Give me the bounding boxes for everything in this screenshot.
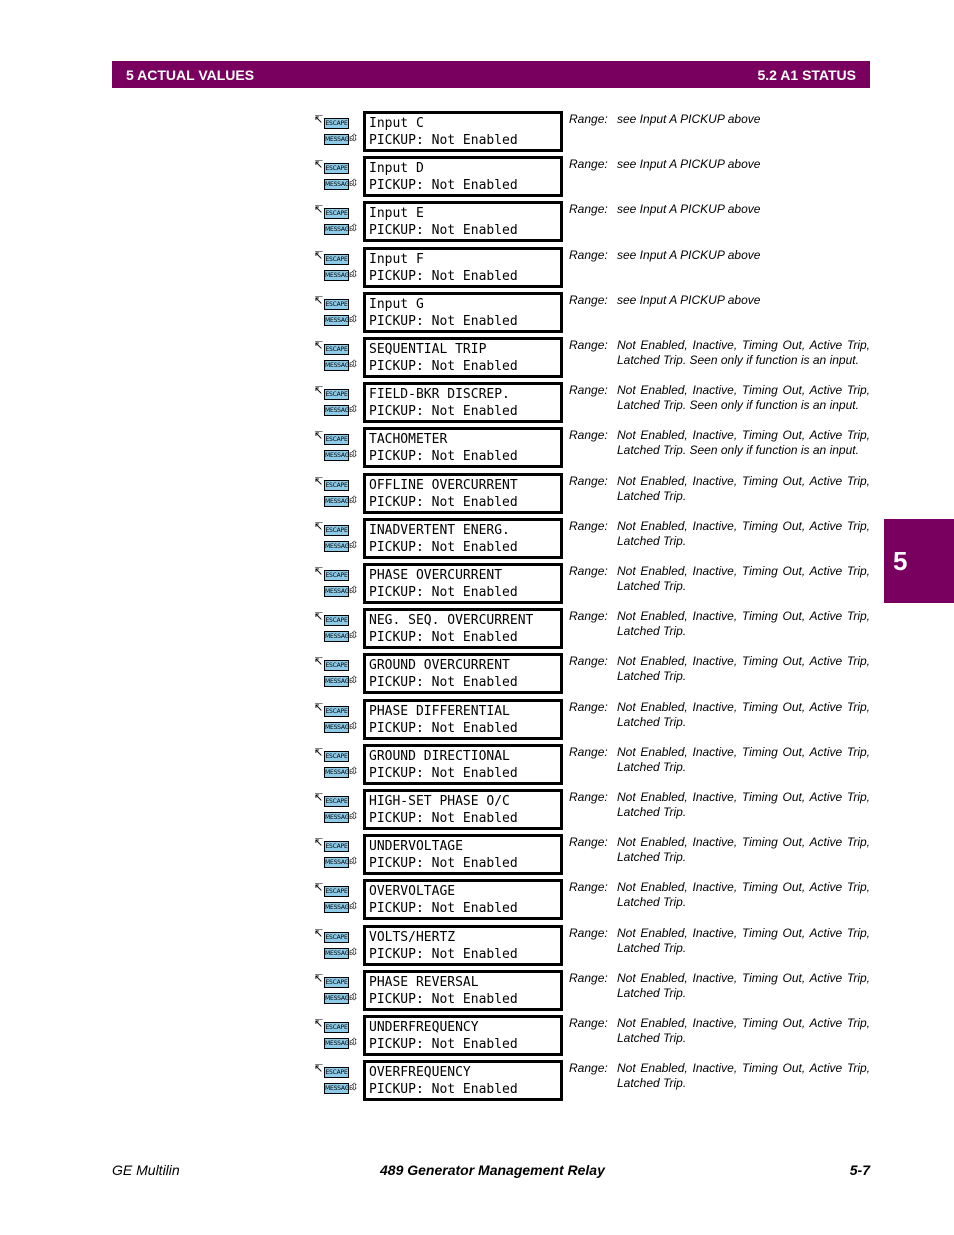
escape-arrow-icon: ↸: [314, 926, 324, 940]
key-navigation: [314, 611, 360, 645]
key-navigation: [314, 837, 360, 871]
escape-key-icon: ESCAPE: [325, 888, 348, 896]
display-line-1: HIGH-SET PHASE O/C: [369, 794, 510, 809]
escape-key-icon: ESCAPE: [325, 707, 348, 715]
range-label: Range:: [569, 518, 608, 533]
list-item: [0, 608, 954, 653]
escape-arrow-icon: ↸: [314, 113, 324, 126]
range-text: Not Enabled, Inactive, Timing Out, Active Trip, Latched Trip.: [617, 564, 870, 593]
range-label: Range:: [569, 925, 608, 940]
range-text: Not Enabled, Inactive, Timing Out, Active Trip, Latched Trip. Seen only if function is an input.: [617, 428, 870, 458]
escape-key-icon: ESCAPE: [325, 300, 348, 308]
display-line-1: FIELD-BKR DISCREP.: [369, 387, 510, 403]
escape-arrow-icon: ↸: [314, 248, 324, 262]
lcd-display: [363, 608, 563, 649]
display-line-2: PICKUP: Not Enabled: [369, 404, 518, 420]
display-line-1: GROUND DIRECTIONAL: [369, 748, 510, 764]
escape-arrow-icon: ↸: [314, 384, 324, 398]
display-line-1: Input E: [369, 206, 424, 222]
display-line-2: PICKUP: Not Enabled: [369, 449, 518, 465]
escape-arrow-icon: ↸: [314, 655, 324, 669]
escape-key-icon: ESCAPE: [325, 210, 348, 218]
display-line-1: Input G: [369, 296, 424, 312]
escape-arrow-icon: ↸: [314, 474, 324, 488]
message-key-icon: MESSAGE: [325, 181, 353, 189]
display-line-2: PICKUP: Not Enabled: [369, 1037, 518, 1052]
up-down-arrow-icon: ⇳: [350, 178, 359, 190]
display-line-2: PICKUP: Not Enabled: [369, 901, 518, 917]
range-text: Not Enabled, Inactive, Timing Out, Active Trip, Latched Trip.: [617, 473, 870, 503]
escape-arrow-icon: ↸: [314, 881, 324, 895]
key-navigation: [314, 159, 360, 193]
range-label: Range:: [569, 699, 608, 714]
display-line-2: PICKUP: Not Enabled: [369, 268, 518, 284]
list-item: [0, 518, 954, 563]
range-label: Range:: [569, 1061, 608, 1076]
up-down-arrow-icon: ⇳: [350, 585, 359, 596]
message-key-icon: MESSAGE: [325, 633, 353, 641]
display-line-1: PHASE REVERSAL: [369, 974, 479, 990]
message-key-icon: MESSAGE: [325, 949, 353, 957]
display-line-1: Input F: [369, 251, 424, 267]
escape-arrow-icon: ↸: [314, 203, 324, 217]
display-line-2: PICKUP: Not Enabled: [369, 630, 518, 646]
escape-key-icon: ESCAPE: [325, 798, 348, 805]
escape-arrow-icon: ↸: [314, 610, 324, 624]
list-item: [0, 744, 954, 789]
range-text: Not Enabled, Inactive, Timing Out, Active Trip, Latched Trip.: [617, 880, 870, 910]
range-text: Not Enabled, Inactive, Timing Out, Active Trip, Latched Trip.: [617, 790, 870, 819]
escape-key-icon: ESCAPE: [325, 346, 348, 353]
range-label: Range:: [569, 338, 608, 352]
display-line-2: PICKUP: Not Enabled: [369, 313, 518, 329]
range-text: Not Enabled, Inactive, Timing Out, Active Trip, Latched Trip.: [617, 518, 870, 548]
message-key-icon: MESSAGE: [325, 136, 353, 143]
lcd-display: [363, 789, 563, 830]
escape-key-icon: ESCAPE: [325, 526, 348, 534]
range-text: Not Enabled, Inactive, Timing Out, Active Trip, Latched Trip.: [617, 609, 870, 639]
lcd-display: [363, 744, 563, 785]
section-title: 5.2 A1 STATUS: [757, 66, 856, 83]
escape-arrow-icon: ↸: [314, 519, 324, 533]
up-down-arrow-icon: ⇳: [350, 539, 359, 551]
up-down-arrow-icon: ⇳: [350, 133, 359, 144]
message-key-icon: MESSAGE: [325, 859, 353, 867]
chapter-title: 5 ACTUAL VALUES: [126, 66, 255, 83]
message-key-icon: MESSAGE: [325, 904, 353, 912]
escape-key-icon: ESCAPE: [325, 165, 348, 173]
key-navigation: [314, 973, 360, 1007]
key-navigation: [314, 340, 360, 374]
display-line-1: NEG. SEQ. OVERCURRENT: [369, 613, 534, 629]
display-line-1: PHASE OVERCURRENT: [369, 568, 503, 583]
key-navigation: [314, 747, 360, 781]
display-line-2: PICKUP: Not Enabled: [369, 720, 518, 736]
range-text: see Input A PICKUP above: [617, 157, 761, 172]
message-key-icon: MESSAGE: [325, 723, 353, 731]
footer-company: GE Multilin: [112, 1162, 180, 1178]
escape-key-icon: ESCAPE: [325, 481, 348, 489]
display-line-2: PICKUP: Not Enabled: [369, 133, 518, 148]
lcd-display: [363, 699, 563, 740]
range-text: Not Enabled, Inactive, Timing Out, Active Trip, Latched Trip.: [617, 925, 870, 955]
display-line-2: PICKUP: Not Enabled: [369, 223, 518, 239]
range-label: Range:: [569, 202, 608, 217]
footer-product: 489 Generator Management Relay: [380, 1162, 605, 1178]
display-line-2: PICKUP: Not Enabled: [369, 675, 518, 691]
list-item: [0, 970, 954, 1015]
lcd-display: [363, 834, 563, 875]
up-down-arrow-icon: ⇳: [350, 1037, 359, 1048]
lcd-display: [363, 292, 563, 333]
display-line-2: PICKUP: Not Enabled: [369, 991, 518, 1007]
display-line-2: PICKUP: Not Enabled: [369, 856, 518, 872]
list-item: [0, 292, 954, 337]
escape-arrow-icon: ↸: [314, 565, 324, 578]
message-key-icon: MESSAGE: [325, 271, 353, 279]
lcd-display: [363, 970, 563, 1011]
message-key-icon: MESSAGE: [325, 994, 353, 1002]
escape-key-icon: ESCAPE: [325, 662, 348, 670]
display-line-2: PICKUP: Not Enabled: [369, 765, 518, 781]
list-item: [0, 1060, 954, 1105]
list-item: [0, 111, 954, 156]
lcd-display: [363, 518, 563, 559]
range-text: Not Enabled, Inactive, Timing Out, Active Trip, Latched Trip. Seen only if function is an input.: [617, 338, 870, 367]
range-text: Not Enabled, Inactive, Timing Out, Active Trip, Latched Trip.: [617, 835, 870, 865]
range-text: Not Enabled, Inactive, Timing Out, Active Trip, Latched Trip.: [617, 1061, 870, 1091]
list-item: [0, 337, 954, 382]
range-label: Range:: [569, 112, 608, 126]
escape-arrow-icon: ↸: [314, 293, 324, 307]
message-key-icon: MESSAGE: [325, 452, 353, 460]
up-down-arrow-icon: ⇳: [350, 1082, 359, 1094]
escape-key-icon: ESCAPE: [325, 978, 348, 986]
display-line-2: PICKUP: Not Enabled: [369, 178, 518, 194]
range-label: Range:: [569, 292, 608, 307]
range-label: Range:: [569, 654, 608, 669]
message-key-icon: MESSAGE: [325, 316, 353, 324]
range-text: see Input A PICKUP above: [617, 112, 761, 126]
message-key-icon: MESSAGE: [325, 497, 353, 505]
up-down-arrow-icon: ⇳: [350, 359, 359, 370]
key-navigation: [314, 430, 360, 464]
key-navigation: [314, 1018, 360, 1052]
range-label: Range:: [569, 564, 608, 578]
list-item: [0, 201, 954, 246]
key-navigation: [314, 476, 360, 510]
up-down-arrow-icon: ⇳: [350, 449, 359, 461]
key-navigation: [314, 792, 360, 826]
list-item: [0, 879, 954, 924]
display-line-1: VOLTS/HERTZ: [369, 929, 456, 945]
display-line-1: OVERFREQUENCY: [369, 1065, 471, 1081]
escape-key-icon: ESCAPE: [325, 1069, 348, 1077]
lcd-display: [363, 201, 563, 242]
display-line-1: UNDERVOLTAGE: [369, 839, 463, 855]
escape-key-icon: ESCAPE: [325, 436, 348, 444]
list-item: [0, 834, 954, 879]
display-line-2: PICKUP: Not Enabled: [369, 811, 518, 826]
display-line-1: PHASE DIFFERENTIAL: [369, 703, 510, 719]
message-key-icon: MESSAGE: [325, 768, 353, 776]
list-item: [0, 653, 954, 698]
footer-page-number: 5-7: [849, 1162, 870, 1178]
list-item: [0, 563, 954, 608]
escape-arrow-icon: ↸: [314, 700, 324, 714]
range-label: Range:: [569, 247, 608, 262]
key-navigation: [314, 204, 360, 238]
display-line-2: PICKUP: Not Enabled: [369, 1082, 518, 1098]
lcd-display: [363, 111, 563, 152]
list-item: [0, 247, 954, 292]
key-navigation: [314, 114, 360, 148]
up-down-arrow-icon: ⇳: [350, 901, 359, 913]
range-label: Range:: [569, 1016, 608, 1030]
display-line-2: PICKUP: Not Enabled: [369, 359, 518, 374]
range-text: see Input A PICKUP above: [617, 247, 761, 262]
lcd-display: [363, 879, 563, 920]
range-label: Range:: [569, 157, 608, 172]
escape-key-icon: ESCAPE: [325, 391, 348, 399]
key-navigation: [314, 882, 360, 916]
up-down-arrow-icon: ⇳: [350, 811, 359, 822]
display-line-1: TACHOMETER: [369, 432, 448, 448]
escape-key-icon: ESCAPE: [325, 843, 348, 851]
range-text: Not Enabled, Inactive, Timing Out, Active Trip, Latched Trip.: [617, 744, 870, 774]
range-text: Not Enabled, Inactive, Timing Out, Active Trip, Latched Trip.: [617, 699, 870, 729]
lcd-display: [363, 427, 563, 468]
lcd-display: [363, 1060, 563, 1101]
message-key-icon: MESSAGE: [325, 1040, 353, 1047]
lcd-display: [363, 382, 563, 423]
display-line-1: INADVERTENT ENERG.: [369, 522, 510, 538]
message-key-icon: MESSAGE: [325, 814, 353, 821]
range-text: Not Enabled, Inactive, Timing Out, Active Trip, Latched Trip.: [617, 654, 870, 684]
range-label: Range:: [569, 609, 608, 624]
escape-arrow-icon: ↸: [314, 745, 324, 759]
range-label: Range:: [569, 744, 608, 759]
list-item: [0, 427, 954, 472]
lcd-display: [363, 473, 563, 514]
message-key-icon: MESSAGE: [325, 678, 353, 686]
escape-arrow-icon: ↸: [314, 429, 324, 443]
escape-arrow-icon: ↸: [314, 971, 324, 985]
section-header-bar: [112, 61, 870, 88]
message-key-icon: MESSAGE: [325, 226, 353, 234]
escape-key-icon: ESCAPE: [325, 255, 348, 263]
display-line-1: OVERVOLTAGE: [369, 884, 456, 900]
range-text: Not Enabled, Inactive, Timing Out, Active Trip, Latched Trip.: [617, 970, 870, 1000]
key-navigation: [314, 702, 360, 736]
range-text: Not Enabled, Inactive, Timing Out, Active Trip, Latched Trip.: [617, 1016, 870, 1045]
up-down-arrow-icon: ⇳: [350, 991, 359, 1003]
list-item: [0, 473, 954, 518]
list-item: [0, 1015, 954, 1060]
range-label: Range:: [569, 790, 608, 804]
up-down-arrow-icon: ⇳: [350, 856, 359, 868]
up-down-arrow-icon: ⇳: [350, 404, 359, 416]
list-item: [0, 382, 954, 427]
range-label: Range:: [569, 835, 608, 850]
range-label: Range:: [569, 970, 608, 985]
range-text: Not Enabled, Inactive, Timing Out, Active Trip, Latched Trip. Seen only if function is an input.: [617, 383, 870, 413]
list-item: [0, 789, 954, 834]
display-line-1: OFFLINE OVERCURRENT: [369, 477, 518, 493]
message-key-icon: MESSAGE: [325, 362, 353, 369]
message-key-icon: MESSAGE: [325, 1085, 353, 1093]
escape-arrow-icon: ↸: [314, 791, 324, 804]
up-down-arrow-icon: ⇳: [350, 765, 359, 777]
escape-arrow-icon: ↸: [314, 1017, 324, 1030]
display-line-2: PICKUP: Not Enabled: [369, 539, 518, 555]
message-key-icon: MESSAGE: [325, 407, 353, 415]
page-footer: [112, 1162, 870, 1178]
key-navigation: [314, 295, 360, 329]
key-navigation: [314, 656, 360, 690]
lcd-display: [363, 1015, 563, 1056]
display-line-2: PICKUP: Not Enabled: [369, 946, 518, 962]
up-down-arrow-icon: ⇳: [350, 630, 359, 642]
range-label: Range:: [569, 383, 608, 398]
escape-key-icon: ESCAPE: [325, 752, 348, 760]
lcd-display: [363, 337, 563, 378]
display-line-1: SEQUENTIAL TRIP: [369, 342, 487, 357]
range-text: see Input A PICKUP above: [617, 202, 761, 217]
display-line-1: Input C: [369, 116, 424, 131]
key-navigation: [314, 385, 360, 419]
range-text: see Input A PICKUP above: [617, 292, 761, 307]
key-navigation: [314, 928, 360, 962]
lcd-display: [363, 563, 563, 604]
range-label: Range:: [569, 473, 608, 488]
up-down-arrow-icon: ⇳: [350, 946, 359, 958]
list-item: [0, 699, 954, 744]
up-down-arrow-icon: ⇳: [350, 720, 359, 732]
up-down-arrow-icon: ⇳: [350, 313, 359, 325]
escape-key-icon: ESCAPE: [325, 1024, 348, 1031]
message-key-icon: MESSAGE: [325, 588, 353, 595]
escape-key-icon: ESCAPE: [325, 617, 348, 625]
escape-key-icon: ESCAPE: [325, 933, 348, 941]
message-key-icon: MESSAGE: [325, 542, 353, 550]
lcd-display: [363, 925, 563, 966]
lcd-display: [363, 247, 563, 288]
escape-arrow-icon: ↸: [314, 1062, 324, 1076]
escape-arrow-icon: ↸: [314, 158, 324, 172]
display-line-2: PICKUP: Not Enabled: [369, 494, 518, 510]
up-down-arrow-icon: ⇳: [350, 494, 359, 506]
key-navigation: [314, 250, 360, 284]
display-line-1: GROUND OVERCURRENT: [369, 658, 510, 674]
display-line-1: Input D: [369, 161, 424, 177]
key-navigation: [314, 566, 360, 600]
range-label: Range:: [569, 428, 608, 443]
chapter-tab-number: 5: [893, 545, 908, 576]
range-label: Range:: [569, 880, 608, 895]
escape-key-icon: ESCAPE: [325, 120, 348, 127]
escape-key-icon: ESCAPE: [325, 572, 348, 579]
escape-arrow-icon: ↸: [314, 339, 324, 352]
list-item: [0, 156, 954, 201]
up-down-arrow-icon: ⇳: [350, 268, 359, 280]
list-item: [0, 925, 954, 970]
up-down-arrow-icon: ⇳: [350, 675, 359, 687]
up-down-arrow-icon: ⇳: [350, 223, 359, 235]
lcd-display: [363, 156, 563, 197]
key-navigation: [314, 1063, 360, 1097]
escape-arrow-icon: ↸: [314, 836, 324, 850]
display-line-1: UNDERFREQUENCY: [369, 1020, 479, 1035]
key-navigation: [314, 521, 360, 555]
display-line-2: PICKUP: Not Enabled: [369, 585, 518, 600]
lcd-display: [363, 653, 563, 694]
